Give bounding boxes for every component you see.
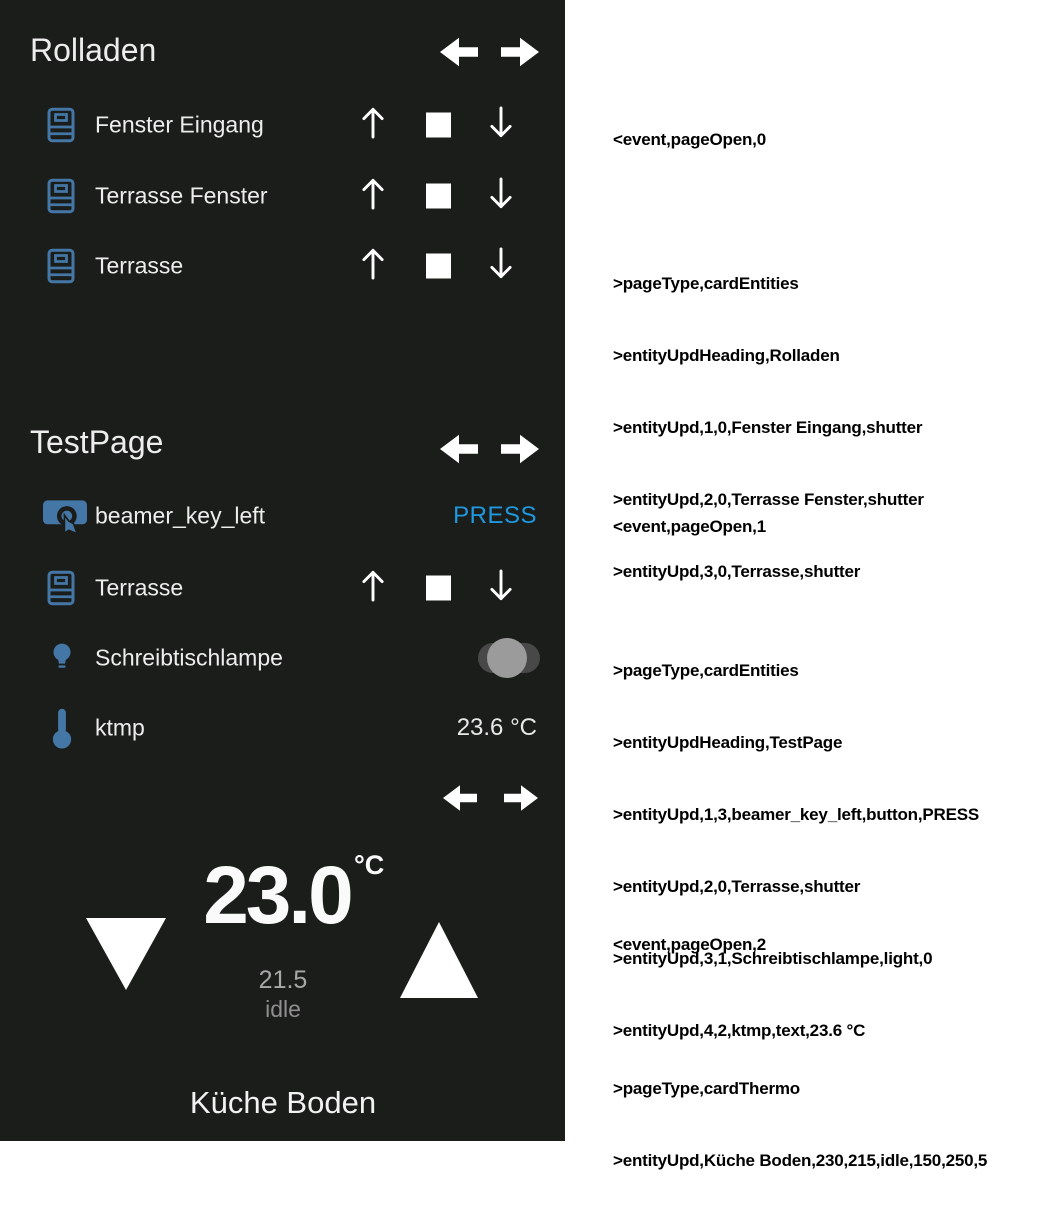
shutter-icon: [46, 569, 76, 607]
triangle-up-icon: [400, 922, 478, 998]
shutter-icon: [46, 247, 76, 285]
entity-label: ktmp: [95, 714, 145, 741]
shutter-up-button[interactable]: [356, 176, 390, 217]
protocol-line: >entityUpd,4,2,ktmp,text,23.6 °C: [613, 1021, 866, 1040]
shutter-stop-button[interactable]: [426, 184, 451, 209]
protocol-line: >pageType,cardEntities: [613, 661, 799, 680]
protocol-line: >entityUpd,3,0,Terrasse,shutter: [613, 562, 861, 581]
shutter-down-button[interactable]: [484, 176, 518, 217]
entity-label: beamer_key_left: [95, 502, 266, 529]
nav-right-icon[interactable]: [501, 36, 539, 68]
protocol-line: >entityUpdHeading,Rolladen: [613, 346, 840, 365]
entity-label: Terrasse: [95, 574, 184, 601]
setpoint-down-button[interactable]: [86, 918, 166, 995]
protocol-block-page2: [613, 885, 987, 1221]
shutter-icon: [46, 106, 76, 144]
protocol-line: >entityUpd,Küche Boden,230,215,idle,150,250,5: [613, 1151, 988, 1170]
protocol-line: [613, 587, 979, 611]
shutter-down-button[interactable]: [484, 246, 518, 287]
nav-left-icon[interactable]: [440, 433, 478, 465]
hvac-state: idle: [265, 996, 301, 1022]
entity-row-ktmp: [0, 706, 565, 750]
card-entities-testpage: [0, 398, 565, 765]
entity-row-terrasse: [0, 566, 565, 610]
text-value: 23.6 °C: [456, 714, 537, 741]
thermostat-name: Küche Boden: [189, 1085, 377, 1120]
protocol-line: >pageType,cardThermo: [613, 1079, 800, 1098]
press-button[interactable]: PRESS: [453, 502, 537, 529]
entity-row-beamer-key-left: [0, 494, 565, 538]
light-toggle[interactable]: [478, 643, 540, 673]
shutter-stop-button[interactable]: [426, 113, 451, 138]
protocol-line: [613, 200, 924, 224]
entity-label: Terrasse: [95, 252, 184, 279]
setpoint-temperature: 21.5: [258, 966, 308, 994]
nav-right-icon[interactable]: [501, 433, 539, 465]
protocol-line: >pageType,cardEntities: [613, 274, 799, 293]
shutter-down-button[interactable]: [484, 105, 518, 146]
entity-row-terrasse-fenster: [0, 174, 565, 218]
entity-label: Schreibtischlampe: [95, 644, 283, 671]
toggle-knob: [487, 638, 527, 678]
page-nav: [440, 433, 539, 465]
current-temperature: 23.0: [203, 850, 351, 941]
protocol-line: <event,pageOpen,2: [613, 935, 766, 954]
entity-label: Terrasse Fenster: [95, 182, 268, 209]
page-title: Rolladen: [30, 32, 157, 68]
shutter-up-button[interactable]: [356, 568, 390, 609]
entity-row-fenster-eingang: [0, 103, 565, 147]
shutter-up-button[interactable]: [356, 105, 390, 146]
protocol-line: >entityUpdHeading,TestPage: [613, 733, 843, 752]
gesture-tap-button-icon: [40, 494, 90, 538]
protocol-line: >entityUpd,2,0,Terrasse,shutter: [613, 877, 861, 896]
entity-row-terrasse: [0, 244, 565, 288]
triangle-down-icon: [86, 918, 166, 990]
shutter-stop-button[interactable]: [426, 576, 451, 601]
protocol-line: >entityUpd,2,0,Terrasse Fenster,shutter: [613, 490, 924, 509]
nav-right-icon[interactable]: [504, 783, 538, 813]
nav-left-icon[interactable]: [440, 36, 478, 68]
protocol-line: >entityUpd,3,1,Schreibtischlampe,light,0: [613, 949, 933, 968]
page-title: TestPage: [30, 424, 164, 460]
protocol-line: >entityUpd,1,3,beamer_key_left,button,PRESS: [613, 805, 979, 824]
setpoint-up-button[interactable]: [400, 922, 478, 1003]
lightbulb-icon: [48, 642, 76, 675]
shutter-icon: [46, 177, 76, 215]
shutter-down-button[interactable]: [484, 568, 518, 609]
page-nav: [443, 783, 538, 813]
entity-label: Fenster Eingang: [95, 111, 264, 138]
protocol-line: [613, 1005, 987, 1029]
protocol-line: >entityUpd,1,0,Fenster Eingang,shutter: [613, 418, 923, 437]
temperature-unit: °C: [354, 850, 385, 880]
page-nav: [440, 36, 539, 68]
protocol-line: <event,pageOpen,1: [613, 517, 766, 536]
card-entities-rolladen: [0, 0, 565, 398]
thermometer-icon: [50, 707, 74, 749]
nav-left-icon[interactable]: [443, 783, 477, 813]
protocol-line: <event,pageOpen,0: [613, 130, 766, 149]
shutter-up-button[interactable]: [356, 246, 390, 287]
entity-row-schreibtischlampe: [0, 636, 565, 680]
shutter-stop-button[interactable]: [426, 254, 451, 279]
